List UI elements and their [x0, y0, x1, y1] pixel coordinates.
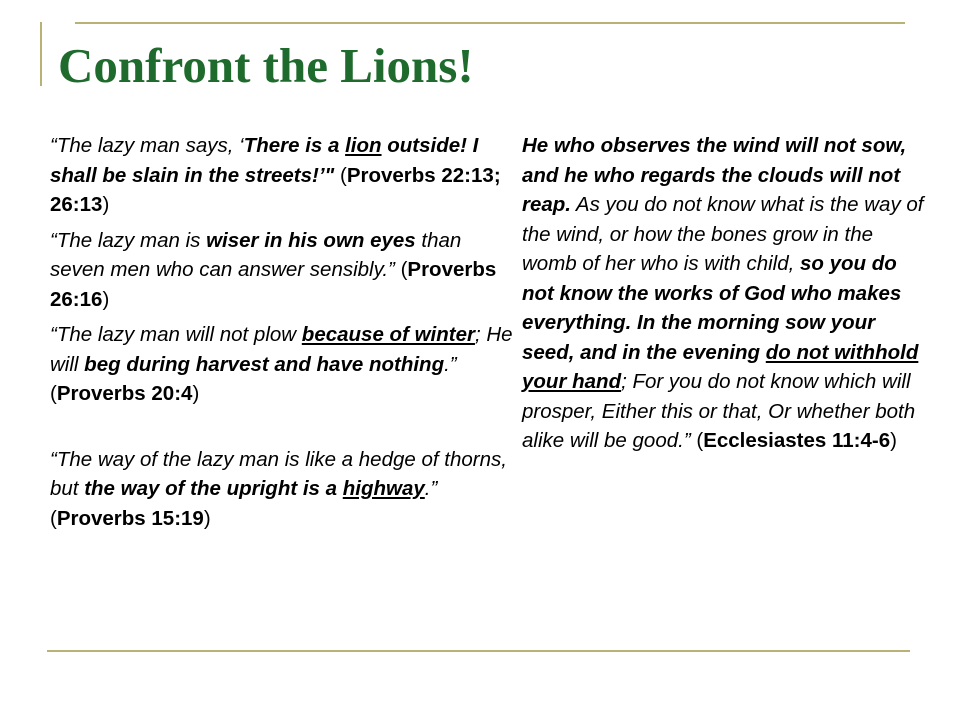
quote-segment: Proverbs 26:16 [50, 258, 497, 311]
quote-segment: ( [394, 258, 408, 281]
quote-segment: outside! I shall be slain in the streets!’" [50, 134, 479, 187]
right-column [522, 131, 932, 456]
quote-segment: .” [424, 477, 438, 500]
quote-segment: As you do not know what is the way of the wind, or how the bones grow in the womb of her who is with child, [522, 193, 924, 275]
quote-segment: so you do not know the works of God who makes everything. In the morning sow your seed, and in the evening [522, 252, 902, 364]
quote-segment: “The lazy man will not plow [50, 323, 302, 346]
quote-segment: because of winter [301, 323, 475, 346]
quote-segment: ) [890, 429, 897, 452]
quote-segment: ) [102, 193, 110, 216]
quote-segment: do not withhold your hand [522, 340, 919, 393]
quote-segment: ) [203, 506, 211, 530]
quote-segment: “The lazy man is [50, 228, 207, 252]
quote-segment: ; For you do not know which will prosper, Either this or that, Or whether both alike will be good.” [522, 370, 916, 452]
quote-segment: wiser in his own eyes [206, 228, 416, 252]
quote-proverbs-20-4 [50, 320, 520, 409]
quote-segment: Proverbs 15:19 [56, 506, 204, 530]
quote-proverbs-26-16 [50, 226, 520, 315]
frame-line-bottom [47, 650, 910, 652]
quote-segment: ( [690, 429, 704, 452]
quote-segment: “The lazy man says, ‘ [50, 134, 244, 157]
quote-segment: “The way of the lazy man is like a hedge of thorns, but [50, 447, 507, 500]
quote-segment: ; He will [50, 323, 513, 376]
quote-segment: He who observes the wind will not sow, and he who regards the clouds will not reap. [522, 134, 907, 216]
quote-segment: highway [342, 477, 425, 500]
quote-segment: Proverbs 22:13; 26:13 [50, 163, 501, 216]
quote-segment: beg during harvest and have nothing [84, 352, 445, 376]
quote-segment: the way of the upright is a [84, 477, 343, 500]
left-column [50, 131, 520, 539]
quote-segment: ) [102, 287, 110, 311]
frame-line-top [75, 22, 905, 24]
quote-segment: ( [334, 163, 347, 187]
quote-segment: Ecclesiastes 11:4-6 [703, 429, 891, 452]
quote-segment: Proverbs 20:4 [56, 382, 193, 405]
quote-segment: ) [192, 382, 200, 405]
slide-title: Confront the Lions! [58, 38, 474, 93]
quote-segment: There is a [243, 134, 346, 157]
quote-segment: ( [50, 382, 57, 405]
quote-segment: lion [345, 134, 382, 157]
quote-segment: .” [444, 352, 457, 376]
quote-segment: than seven men who can answer sensibly.” [50, 228, 462, 281]
quote-proverbs-15-19 [50, 445, 520, 534]
quote-proverbs-22-13 [50, 131, 520, 220]
frame-line-left [40, 22, 42, 86]
quote-ecclesiastes-11-4-6 [522, 131, 932, 456]
quote-segment: ( [50, 506, 57, 530]
